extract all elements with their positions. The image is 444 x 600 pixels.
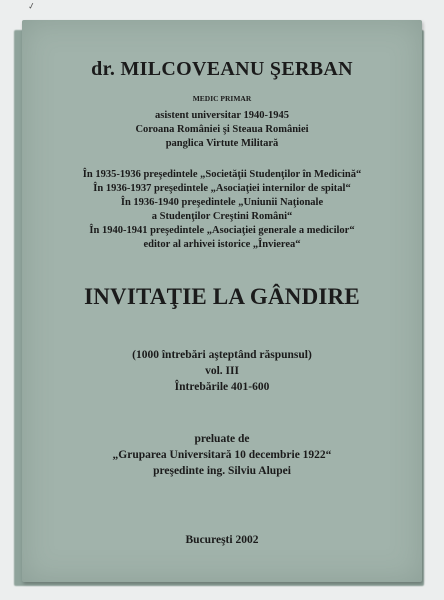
check-mark: ✓ [27, 1, 37, 13]
biography-line: În 1936-1937 preşedintele „Asociaţiei internilor de spital“ [93, 183, 351, 194]
biography-line: a Studenţilor Creştini Români“ [151, 211, 293, 222]
volume-info-line: (1000 întrebări aşteptând răspunsul) [132, 349, 312, 361]
biography-line: editor al arhivei istorice „Învierea“ [143, 239, 301, 250]
book-cover [22, 20, 422, 582]
volume-info-line: vol. III [205, 365, 239, 377]
credential-line: panglica Virtute Militară [165, 138, 279, 149]
biography-line: În 1940-1941 preşedintele „Asociaţiei generale a medicilor“ [89, 225, 355, 236]
volume-info-line: Întrebările 401-600 [174, 381, 270, 393]
biography-line: În 1936-1940 preşedintele „Uniunii Naţionale [120, 197, 324, 208]
credential-line: asistent universitar 1940-1945 [155, 110, 289, 121]
author-subtitle: MEDIC PRIMAR [192, 94, 252, 103]
biography-line: În 1935-1936 preşedintele „Societăţii Studenţilor în Medicină“ [82, 169, 362, 180]
attribution-line: preluate de [194, 433, 250, 445]
attribution-line: preşedinte ing. Silviu Alupei [153, 465, 291, 477]
book-title: INVITAŢIE LA GÂNDIRE [84, 284, 360, 309]
credential-line: Coroana României şi Steaua României [135, 124, 309, 135]
attribution-line: „Gruparea Universitară 10 decembrie 1922“ [112, 449, 332, 461]
author-name: dr. MILCOVEANU ŞERBAN [91, 58, 353, 80]
imprint: Bucureşti 2002 [185, 534, 259, 546]
